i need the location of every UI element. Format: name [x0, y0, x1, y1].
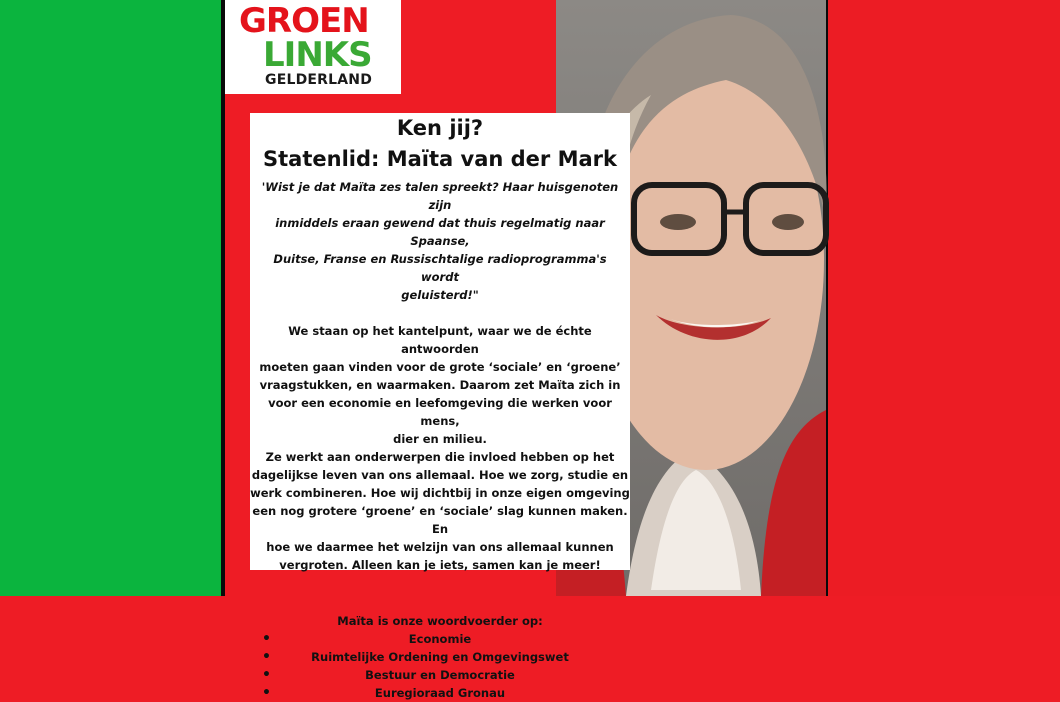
- body-line: vergroten. Alleen kan je iets, samen kan je meer!: [279, 558, 601, 572]
- spokes-list-item: • Economie: [250, 630, 630, 648]
- spokes-heading: Maïta is onze woordvoerder op:: [337, 614, 543, 628]
- spokesperson-section: [250, 612, 630, 702]
- spokes-list-item: • Ruimtelijke Ordening en Omgevingswet: [250, 648, 630, 666]
- info-card: [250, 113, 630, 700]
- quote-line: geluisterd!": [401, 288, 479, 302]
- spokes-list-item: • Bestuur en Democratie: [250, 666, 630, 684]
- body-line: werk combineren. Hoe wij dichtbij in onze eigen omgeving: [250, 486, 630, 500]
- body-line: Ze werkt aan onderwerpen die invloed hebben op het: [265, 450, 615, 464]
- spokes-list: [250, 630, 630, 702]
- body-line: We staan op het kantelpunt, waar we de échte antwoorden: [288, 324, 592, 356]
- quote-line: 'Wist je dat Maïta zes talen spreekt? Haar huisgenoten zijn: [261, 180, 619, 212]
- body-line: moeten gaan vinden voor de grote ‘sociale’ en ‘groene’: [259, 360, 621, 374]
- logo-text-gelderland: GELDERLAND: [265, 72, 373, 88]
- body-line: dier en milieu.: [393, 432, 487, 446]
- groenlinks-gelderland-logo: [225, 0, 401, 94]
- card-title: [250, 113, 630, 175]
- green-background-band: [0, 0, 222, 596]
- body-text: [250, 322, 630, 574]
- body-line: vraagstukken, en waarmaken. Daarom zet Maïta zich in: [259, 378, 621, 392]
- body-line: dagelijkse leven van ons allemaal. Hoe we zorg, studie en: [251, 468, 629, 482]
- logo-text-groen: GROEN: [239, 1, 369, 41]
- quote-line: inmiddels eraan gewend dat thuis regelmatig naar Spaanse,: [275, 216, 605, 248]
- quote-text: [256, 178, 624, 304]
- body-line: hoe we daarmee het welzijn van ons allemaal kunnen: [266, 540, 614, 554]
- title-line-1: Ken jij?: [396, 116, 484, 140]
- title-line-2: Statenlid: Maïta van der Mark: [263, 147, 617, 171]
- spokes-list-item: • Euregioraad Gronau: [250, 684, 630, 702]
- red-background-band: [828, 0, 1060, 596]
- logo-text-links: LINKS: [263, 35, 372, 75]
- quote-line: Duitse, Franse en Russischtalige radioprogramma's wordt: [273, 252, 607, 284]
- body-line: voor een economie en leefomgeving die werken voor mens,: [268, 396, 612, 428]
- body-line: een nog grotere ‘groene’ en ‘sociale’ slag kunnen maken. En: [252, 504, 628, 536]
